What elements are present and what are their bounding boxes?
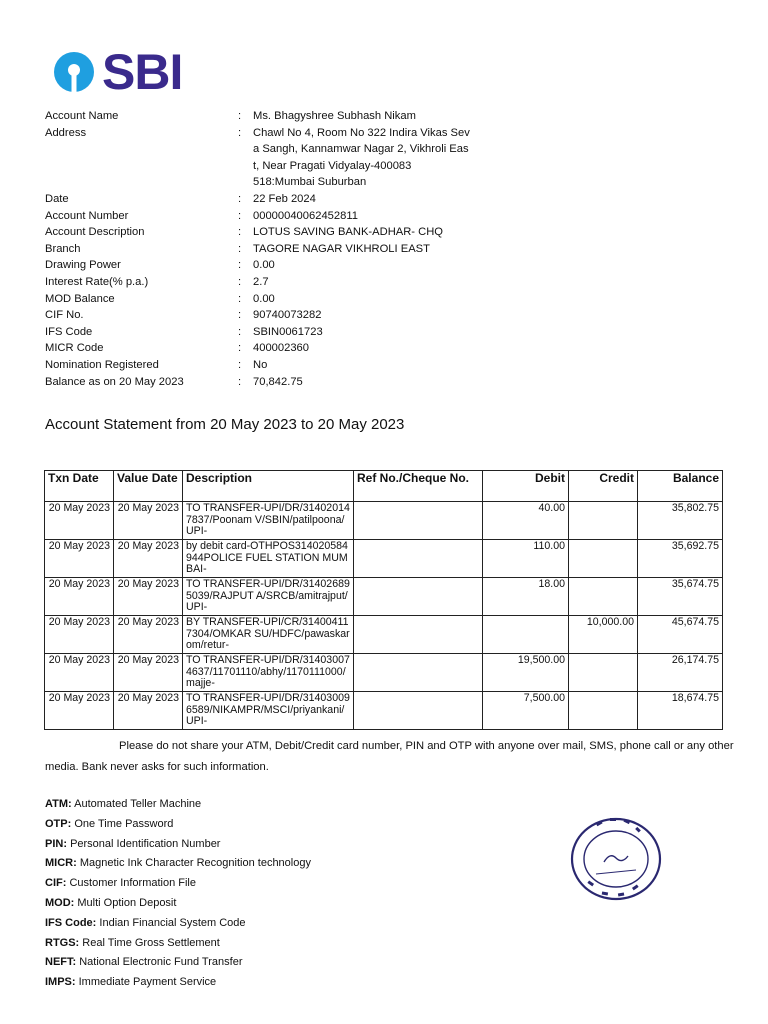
info-value: 00000040062452811 bbox=[253, 209, 358, 222]
cell-ref bbox=[354, 616, 483, 654]
info-value: 70,842.75 bbox=[253, 375, 303, 388]
info-value: 2.7 bbox=[253, 275, 269, 288]
header-credit: Credit bbox=[569, 471, 638, 502]
table-row bbox=[45, 616, 723, 654]
cell-txn-date: 20 May 2023 bbox=[45, 502, 114, 540]
info-label: Balance as on 20 May 2023 bbox=[45, 375, 184, 388]
info-value: Ms. Bhagyshree Subhash Nikam bbox=[253, 110, 416, 122]
sbi-keyhole-icon bbox=[52, 50, 96, 94]
info-label: MICR Code bbox=[45, 342, 104, 355]
cell-description: TO TRANSFER-UPI/DR/314030074637/11701110/abhy/1170111000/majje- bbox=[183, 654, 354, 692]
glossary-term: OTP: bbox=[45, 817, 72, 830]
cell-credit bbox=[569, 540, 638, 578]
info-value: 90740073282 bbox=[253, 309, 322, 322]
cell-debit bbox=[483, 616, 569, 654]
table-row bbox=[45, 578, 723, 616]
cell-debit: 7,500.00 bbox=[483, 692, 569, 730]
info-label: Drawing Power bbox=[45, 259, 121, 272]
glossary-item bbox=[45, 934, 311, 954]
info-label: MOD Balance bbox=[45, 292, 115, 305]
address-lines bbox=[253, 125, 470, 191]
info-label: Account Name bbox=[45, 110, 119, 122]
address-line: Chawl No 4, Room No 322 Indira Vikas Sev bbox=[253, 126, 470, 139]
info-value: LOTUS SAVING BANK-ADHAR- CHQ bbox=[253, 226, 444, 239]
glossary-meaning: National Electronic Fund Transfer bbox=[79, 956, 243, 969]
glossary-item bbox=[45, 953, 311, 973]
glossary-term: CIF: bbox=[45, 877, 67, 890]
security-notice bbox=[45, 736, 765, 778]
glossary-meaning: One Time Password bbox=[74, 817, 174, 830]
cell-txn-date: 20 May 2023 bbox=[45, 540, 114, 578]
info-label: Date bbox=[45, 192, 69, 205]
cell-debit: 18.00 bbox=[483, 578, 569, 616]
cell-balance: 35,692.75 bbox=[638, 540, 723, 578]
cell-credit bbox=[569, 692, 638, 730]
glossary-term: ATM: bbox=[45, 798, 72, 810]
glossary-meaning: Personal Identification Number bbox=[70, 837, 221, 850]
glossary-item bbox=[45, 815, 311, 835]
glossary-item bbox=[45, 795, 311, 815]
cell-description: BY TRANSFER-UPI/CR/314004117304/OMKAR SU/HDFC/pawaskarom/retur- bbox=[183, 616, 354, 654]
cell-credit bbox=[569, 502, 638, 540]
glossary-meaning: Multi Option Deposit bbox=[77, 896, 177, 909]
glossary-item bbox=[45, 894, 311, 914]
cell-value-date: 20 May 2023 bbox=[114, 616, 183, 654]
address-line: 518:Mumbai Suburban bbox=[253, 176, 367, 189]
info-value: 0.00 bbox=[253, 259, 275, 272]
cell-description: TO TRANSFER-UPI/DR/314030096589/NIKAMPR/MSCI/priyankani/UPI- bbox=[183, 692, 354, 730]
glossary-item bbox=[45, 854, 311, 874]
cell-balance: 45,674.75 bbox=[638, 616, 723, 654]
cell-description: by debit card-OTHPOS314020584944POLICE FUEL STATION MUMBAI- bbox=[183, 540, 354, 578]
glossary-item bbox=[45, 874, 311, 894]
bank-seal-stamp-icon bbox=[566, 812, 666, 907]
cell-txn-date: 20 May 2023 bbox=[45, 654, 114, 692]
statement-title: Account Statement from 20 May 2023 to 20 May 2023 bbox=[45, 416, 405, 433]
notice-line: Please do not share your ATM, Debit/Credit card number, PIN and OTP with anyone over mail, SMS, phone call or any other bbox=[119, 740, 734, 752]
cell-credit: 10,000.00 bbox=[569, 616, 638, 654]
info-value: SBIN0061723 bbox=[253, 325, 323, 338]
info-value: No bbox=[253, 358, 268, 371]
cell-value-date: 20 May 2023 bbox=[114, 578, 183, 616]
cell-debit: 19,500.00 bbox=[483, 654, 569, 692]
transactions-table bbox=[44, 470, 723, 730]
header-txn-date: Txn Date bbox=[45, 471, 114, 502]
glossary-meaning: Magnetic Ink Character Recognition technology bbox=[79, 857, 311, 870]
cell-ref bbox=[354, 578, 483, 616]
glossary-term: IFS Code: bbox=[45, 916, 97, 929]
glossary-meaning: Immediate Payment Service bbox=[78, 976, 217, 989]
cell-value-date: 20 May 2023 bbox=[114, 654, 183, 692]
info-label: Nomination Registered bbox=[45, 358, 159, 371]
glossary-item bbox=[45, 914, 311, 934]
glossary-term: MOD: bbox=[45, 896, 75, 909]
info-value: 400002360 bbox=[253, 342, 309, 355]
header-ref-no: Ref No./Cheque No. bbox=[354, 471, 483, 502]
glossary-meaning: Real Time Gross Settlement bbox=[82, 936, 220, 949]
notice-line: media. Bank never asks for such information. bbox=[45, 761, 269, 773]
glossary-meaning: Indian Financial System Code bbox=[99, 916, 246, 929]
abbreviation-glossary bbox=[45, 795, 311, 993]
glossary-term: PIN: bbox=[45, 837, 67, 850]
info-value: TAGORE NAGAR VIKHROLI EAST bbox=[253, 242, 430, 255]
cell-ref bbox=[354, 502, 483, 540]
glossary-meaning: Customer Information File bbox=[69, 877, 196, 890]
info-label: IFS Code bbox=[45, 325, 93, 338]
info-value: 0.00 bbox=[253, 292, 275, 305]
info-label: Interest Rate(% p.a.) bbox=[45, 275, 149, 288]
glossary-term: NEFT: bbox=[45, 956, 77, 969]
header-debit: Debit bbox=[483, 471, 569, 502]
info-label: CIF No. bbox=[45, 309, 84, 322]
glossary-term: IMPS: bbox=[45, 976, 76, 989]
glossary-item bbox=[45, 973, 311, 993]
info-label: Branch bbox=[45, 242, 81, 255]
info-value: 22 Feb 2024 bbox=[253, 192, 316, 205]
glossary-item bbox=[45, 835, 311, 855]
cell-balance: 18,674.75 bbox=[638, 692, 723, 730]
info-label: Account Description bbox=[45, 226, 145, 239]
glossary-meaning: Automated Teller Machine bbox=[74, 798, 202, 810]
table-row bbox=[45, 692, 723, 730]
cell-credit bbox=[569, 578, 638, 616]
address-line: a Sangh, Kannamwar Nagar 2, Vikhroli Eas bbox=[253, 143, 469, 156]
cell-ref bbox=[354, 654, 483, 692]
cell-balance: 35,802.75 bbox=[638, 502, 723, 540]
glossary-term: MICR: bbox=[45, 857, 77, 870]
header-value-date: Value Date bbox=[114, 471, 183, 502]
brand-name: SBI bbox=[102, 44, 183, 100]
cell-value-date: 20 May 2023 bbox=[114, 502, 183, 540]
table-row bbox=[45, 502, 723, 540]
header-description: Description bbox=[183, 471, 354, 502]
cell-txn-date: 20 May 2023 bbox=[45, 692, 114, 730]
info-label: Address bbox=[45, 126, 87, 139]
cell-credit bbox=[569, 654, 638, 692]
cell-value-date: 20 May 2023 bbox=[114, 692, 183, 730]
cell-ref bbox=[354, 540, 483, 578]
address-line: t, Near Pragati Vidyalay-400083 bbox=[253, 159, 412, 172]
cell-txn-date: 20 May 2023 bbox=[45, 578, 114, 616]
cell-debit: 40.00 bbox=[483, 502, 569, 540]
cell-value-date: 20 May 2023 bbox=[114, 540, 183, 578]
cell-description: TO TRANSFER-UPI/DR/314026895039/RAJPUT A/SRCB/amitrajput/UPI- bbox=[183, 578, 354, 616]
cell-description: TO TRANSFER-UPI/DR/314020147837/Poonam V/SBIN/patilpoona/UPI- bbox=[183, 502, 354, 540]
cell-balance: 26,174.75 bbox=[638, 654, 723, 692]
cell-ref bbox=[354, 692, 483, 730]
table-row bbox=[45, 654, 723, 692]
cell-debit: 110.00 bbox=[483, 540, 569, 578]
table-header-row bbox=[45, 471, 723, 502]
table-row bbox=[45, 540, 723, 578]
cell-txn-date: 20 May 2023 bbox=[45, 616, 114, 654]
glossary-term: RTGS: bbox=[45, 936, 80, 949]
cell-balance: 35,674.75 bbox=[638, 578, 723, 616]
info-label: Account Number bbox=[45, 209, 129, 222]
header-balance: Balance bbox=[638, 471, 723, 502]
sbi-logo bbox=[52, 44, 183, 100]
